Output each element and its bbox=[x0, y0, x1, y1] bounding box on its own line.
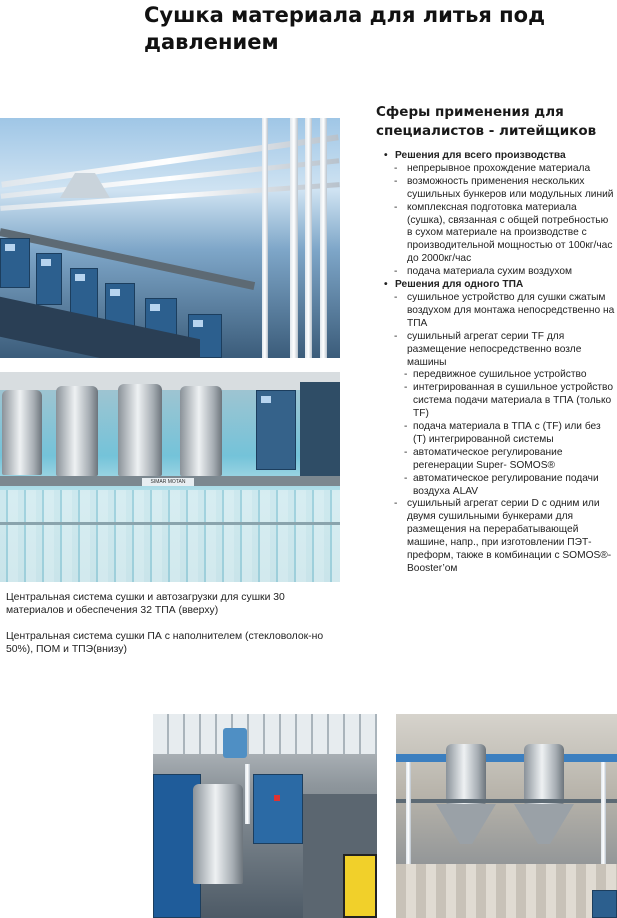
list-subitem: - автоматическое регулирование подачи воздуха ALAV bbox=[380, 473, 615, 499]
list-subitem: - интегрированная в сушильное устройство система подачи материала в ТПА (только TF) bbox=[380, 382, 615, 421]
caption-top: Центральная система сушки и автозагрузки для сушки 30 материалов и обеспечения 32 ТПА (вверху) bbox=[6, 592, 285, 616]
group-heading: • Решения для всего производства bbox=[380, 150, 615, 163]
section-heading: Сферы применения для специалистов - литейщиков bbox=[376, 104, 597, 139]
list-item: - подача материала сухим воздухом bbox=[380, 266, 615, 279]
machine-mounted-dryer-photo bbox=[153, 714, 377, 918]
list-item: - непрерывное прохождение материала bbox=[380, 163, 615, 176]
list-item: - сушильное устройство для сушки сжатым воздухом для монтажа непосредственно на ТПА bbox=[380, 292, 615, 331]
equipment-plate: SIMAR MOTAN bbox=[142, 478, 194, 486]
list-subitem: - автоматическое регулирование регенерации Super- SOMOS® bbox=[380, 447, 615, 473]
list-item: - сушильный агрегат серии TF для размещение непосредственно возле машины bbox=[380, 331, 615, 370]
drying-line-photo bbox=[0, 118, 340, 358]
group-heading: • Решения для одного ТПА bbox=[380, 279, 615, 292]
list-subitem: - подача материала в ТПА с (TF) или без (T) интегрированной системы bbox=[380, 421, 615, 447]
applications-list bbox=[380, 150, 615, 576]
page-title: Сушка материала для литья под давлением bbox=[144, 3, 546, 54]
list-item: - возможность применения нескольких сушильных бункеров или модульных линий bbox=[380, 176, 615, 202]
list-item: - сушильный агрегат серии D с одним или двумя сушильными бункерами для размещения на перерабатывающей машине, напр., при изготовлении ПЭТ-преформ, также в комбинации с SOMOS®-Booster’ом bbox=[380, 498, 615, 575]
caption-bottom: Центральная система сушки ПА с наполнителем (стекловолок-но 50%), ПОМ и ТПЭ(внизу) bbox=[6, 631, 324, 655]
central-dryer-photo bbox=[0, 372, 340, 582]
photo-captions bbox=[6, 591, 341, 669]
list-item: - комплексная подготовка материала (сушка), связанная с общей потребностью в сухом материале на производстве с производительной мощностью от 100кг/час до 2000кг/час bbox=[380, 202, 615, 267]
list-subitem: - передвижное сушильное устройство bbox=[380, 369, 615, 382]
dryer-hall-photo bbox=[396, 714, 617, 918]
